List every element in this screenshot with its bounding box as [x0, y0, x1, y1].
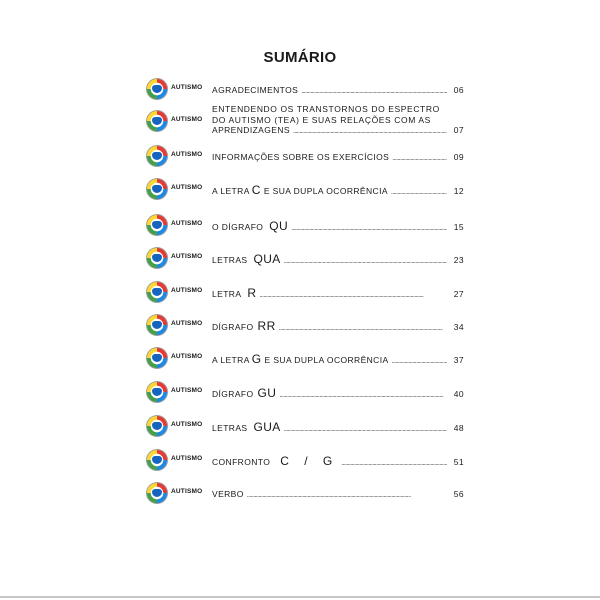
logo-text: AUTISMO [171, 387, 203, 394]
logo-text: AUTISMO [171, 488, 203, 495]
toc-entry-suffix: E SUA DUPLA OCORRÊNCIA [264, 355, 389, 365]
dot-leader [284, 426, 447, 433]
dot-leader [284, 258, 447, 265]
dot-leader [279, 392, 447, 399]
toc-entry-label: LETRAS [212, 423, 248, 433]
dot-leader [279, 325, 447, 332]
logo-text: AUTISMO [171, 220, 203, 227]
autismo-logo [146, 415, 208, 439]
puzzle-heart-icon [146, 381, 168, 403]
autismo-logo [146, 145, 208, 169]
toc-entry-informacoes[interactable] [146, 145, 464, 169]
toc-entry-letra-g[interactable] [146, 347, 464, 371]
dot-leader [247, 492, 447, 499]
puzzle-heart-icon [146, 214, 168, 236]
toc-entry-suffix: E SUA DUPLA OCORRÊNCIA [263, 186, 388, 196]
autismo-logo [146, 482, 208, 506]
toc-entry-label: LETRA [212, 289, 242, 299]
dot-leader [293, 127, 447, 138]
puzzle-heart-icon [146, 449, 168, 471]
puzzle-heart-icon [146, 314, 168, 336]
dot-leader [341, 460, 447, 467]
toc-entry-label: AGRADECIMENTOS [212, 85, 299, 95]
toc-entry-highlight: GUA [253, 420, 281, 434]
autismo-logo [146, 78, 208, 102]
autismo-logo [146, 347, 208, 371]
toc-entry-page: 40 [453, 389, 464, 399]
toc-entry-label: INFORMAÇÕES SOBRE OS EXERCÍCIOS [212, 152, 390, 162]
toc-entry-page: 06 [453, 85, 464, 95]
logo-text: AUTISMO [171, 455, 203, 462]
toc-entry-highlight: C / G [280, 454, 339, 468]
page-title: SUMÁRIO [263, 49, 337, 66]
toc-entry-highlight: R [247, 286, 257, 300]
logo-text: AUTISMO [171, 151, 203, 158]
puzzle-heart-icon [146, 110, 168, 132]
dot-leader [391, 189, 447, 196]
toc-entry-page: 15 [453, 222, 464, 232]
toc-entry-page: 07 [453, 125, 464, 135]
toc-entry-line: ENTENDENDO OS TRANSTORNOS DO ESPECTRO [212, 104, 440, 114]
toc-entry-label: O DÍGRAFO [212, 222, 264, 232]
dot-leader [301, 88, 447, 95]
toc-entry-highlight: C [251, 183, 261, 197]
logo-text: AUTISMO [171, 253, 203, 260]
toc-entry-page: 48 [453, 423, 464, 433]
toc-entry-page: 27 [453, 289, 464, 299]
logo-text: AUTISMO [171, 353, 203, 360]
puzzle-heart-icon [146, 247, 168, 269]
autismo-logo [146, 214, 208, 238]
toc-entry-letra-r[interactable] [146, 281, 464, 305]
logo-text: AUTISMO [171, 287, 203, 294]
puzzle-heart-icon [146, 347, 168, 369]
puzzle-heart-icon [146, 178, 168, 200]
autismo-logo [146, 381, 208, 405]
logo-text: AUTISMO [171, 184, 203, 191]
toc-entry-line: APRENDIZAGENS [212, 125, 290, 135]
puzzle-heart-icon [146, 482, 168, 504]
toc-entry-page: 56 [453, 489, 464, 499]
toc-entry-page: 34 [453, 322, 464, 332]
toc-entry-page: 09 [453, 152, 464, 162]
toc-entry-page: 12 [453, 186, 464, 196]
autismo-logo [146, 281, 208, 305]
toc-entry-highlight: QU [269, 219, 289, 233]
toc-entry-label: DÍGRAFO [212, 389, 254, 399]
toc-entry-label: CONFRONTO [212, 457, 271, 467]
dot-leader [392, 155, 447, 162]
toc-entry-letras-gua[interactable] [146, 415, 464, 439]
toc-entry-label: DÍGRAFO [212, 322, 254, 332]
toc-entry-digrafo-qu[interactable] [146, 214, 464, 238]
toc-entry-highlight: QUA [253, 252, 281, 266]
logo-text: AUTISMO [171, 116, 203, 123]
toc-entry-highlight: G [251, 352, 262, 366]
toc-entry-label: A LETRA [212, 355, 250, 365]
dot-leader [291, 225, 447, 232]
toc-entry-label: LETRAS [212, 255, 248, 265]
toc-entry-highlight: GU [257, 386, 277, 400]
toc-entry-confronto[interactable] [146, 449, 464, 473]
toc-entry-agradecimentos[interactable] [146, 78, 464, 102]
autismo-logo [146, 247, 208, 271]
autismo-logo [146, 110, 208, 134]
autismo-logo [146, 449, 208, 473]
toc-entry-letra-c[interactable] [146, 178, 464, 202]
toc-entry-digrafo-gu[interactable] [146, 381, 464, 405]
puzzle-heart-icon [146, 281, 168, 303]
dot-leader [259, 292, 447, 299]
toc-entry-letras-qua[interactable] [146, 247, 464, 271]
dot-leader [392, 358, 447, 365]
autismo-logo [146, 314, 208, 338]
puzzle-heart-icon [146, 78, 168, 100]
toc-entry-page: 51 [453, 457, 464, 467]
toc-entry-verbo[interactable] [146, 482, 464, 506]
toc-entry-label: VERBO [212, 489, 244, 499]
toc-entry-highlight: RR [257, 319, 276, 333]
page-bottom-edge [0, 596, 600, 598]
autismo-logo [146, 178, 208, 202]
puzzle-heart-icon [146, 145, 168, 167]
toc-entry-page: 23 [453, 255, 464, 265]
toc-entry-digrafo-rr[interactable] [146, 314, 464, 338]
puzzle-heart-icon [146, 415, 168, 437]
toc-entry-label: A LETRA [212, 186, 250, 196]
toc-entry-entendendo-tea[interactable] [146, 104, 464, 140]
logo-text: AUTISMO [171, 320, 203, 327]
logo-text: AUTISMO [171, 84, 203, 91]
toc-entry-line: DO AUTISMO (TEA) E SUAS RELAÇÕES COM AS [212, 114, 431, 125]
logo-text: AUTISMO [171, 421, 203, 428]
toc-entry-page: 37 [453, 355, 464, 365]
